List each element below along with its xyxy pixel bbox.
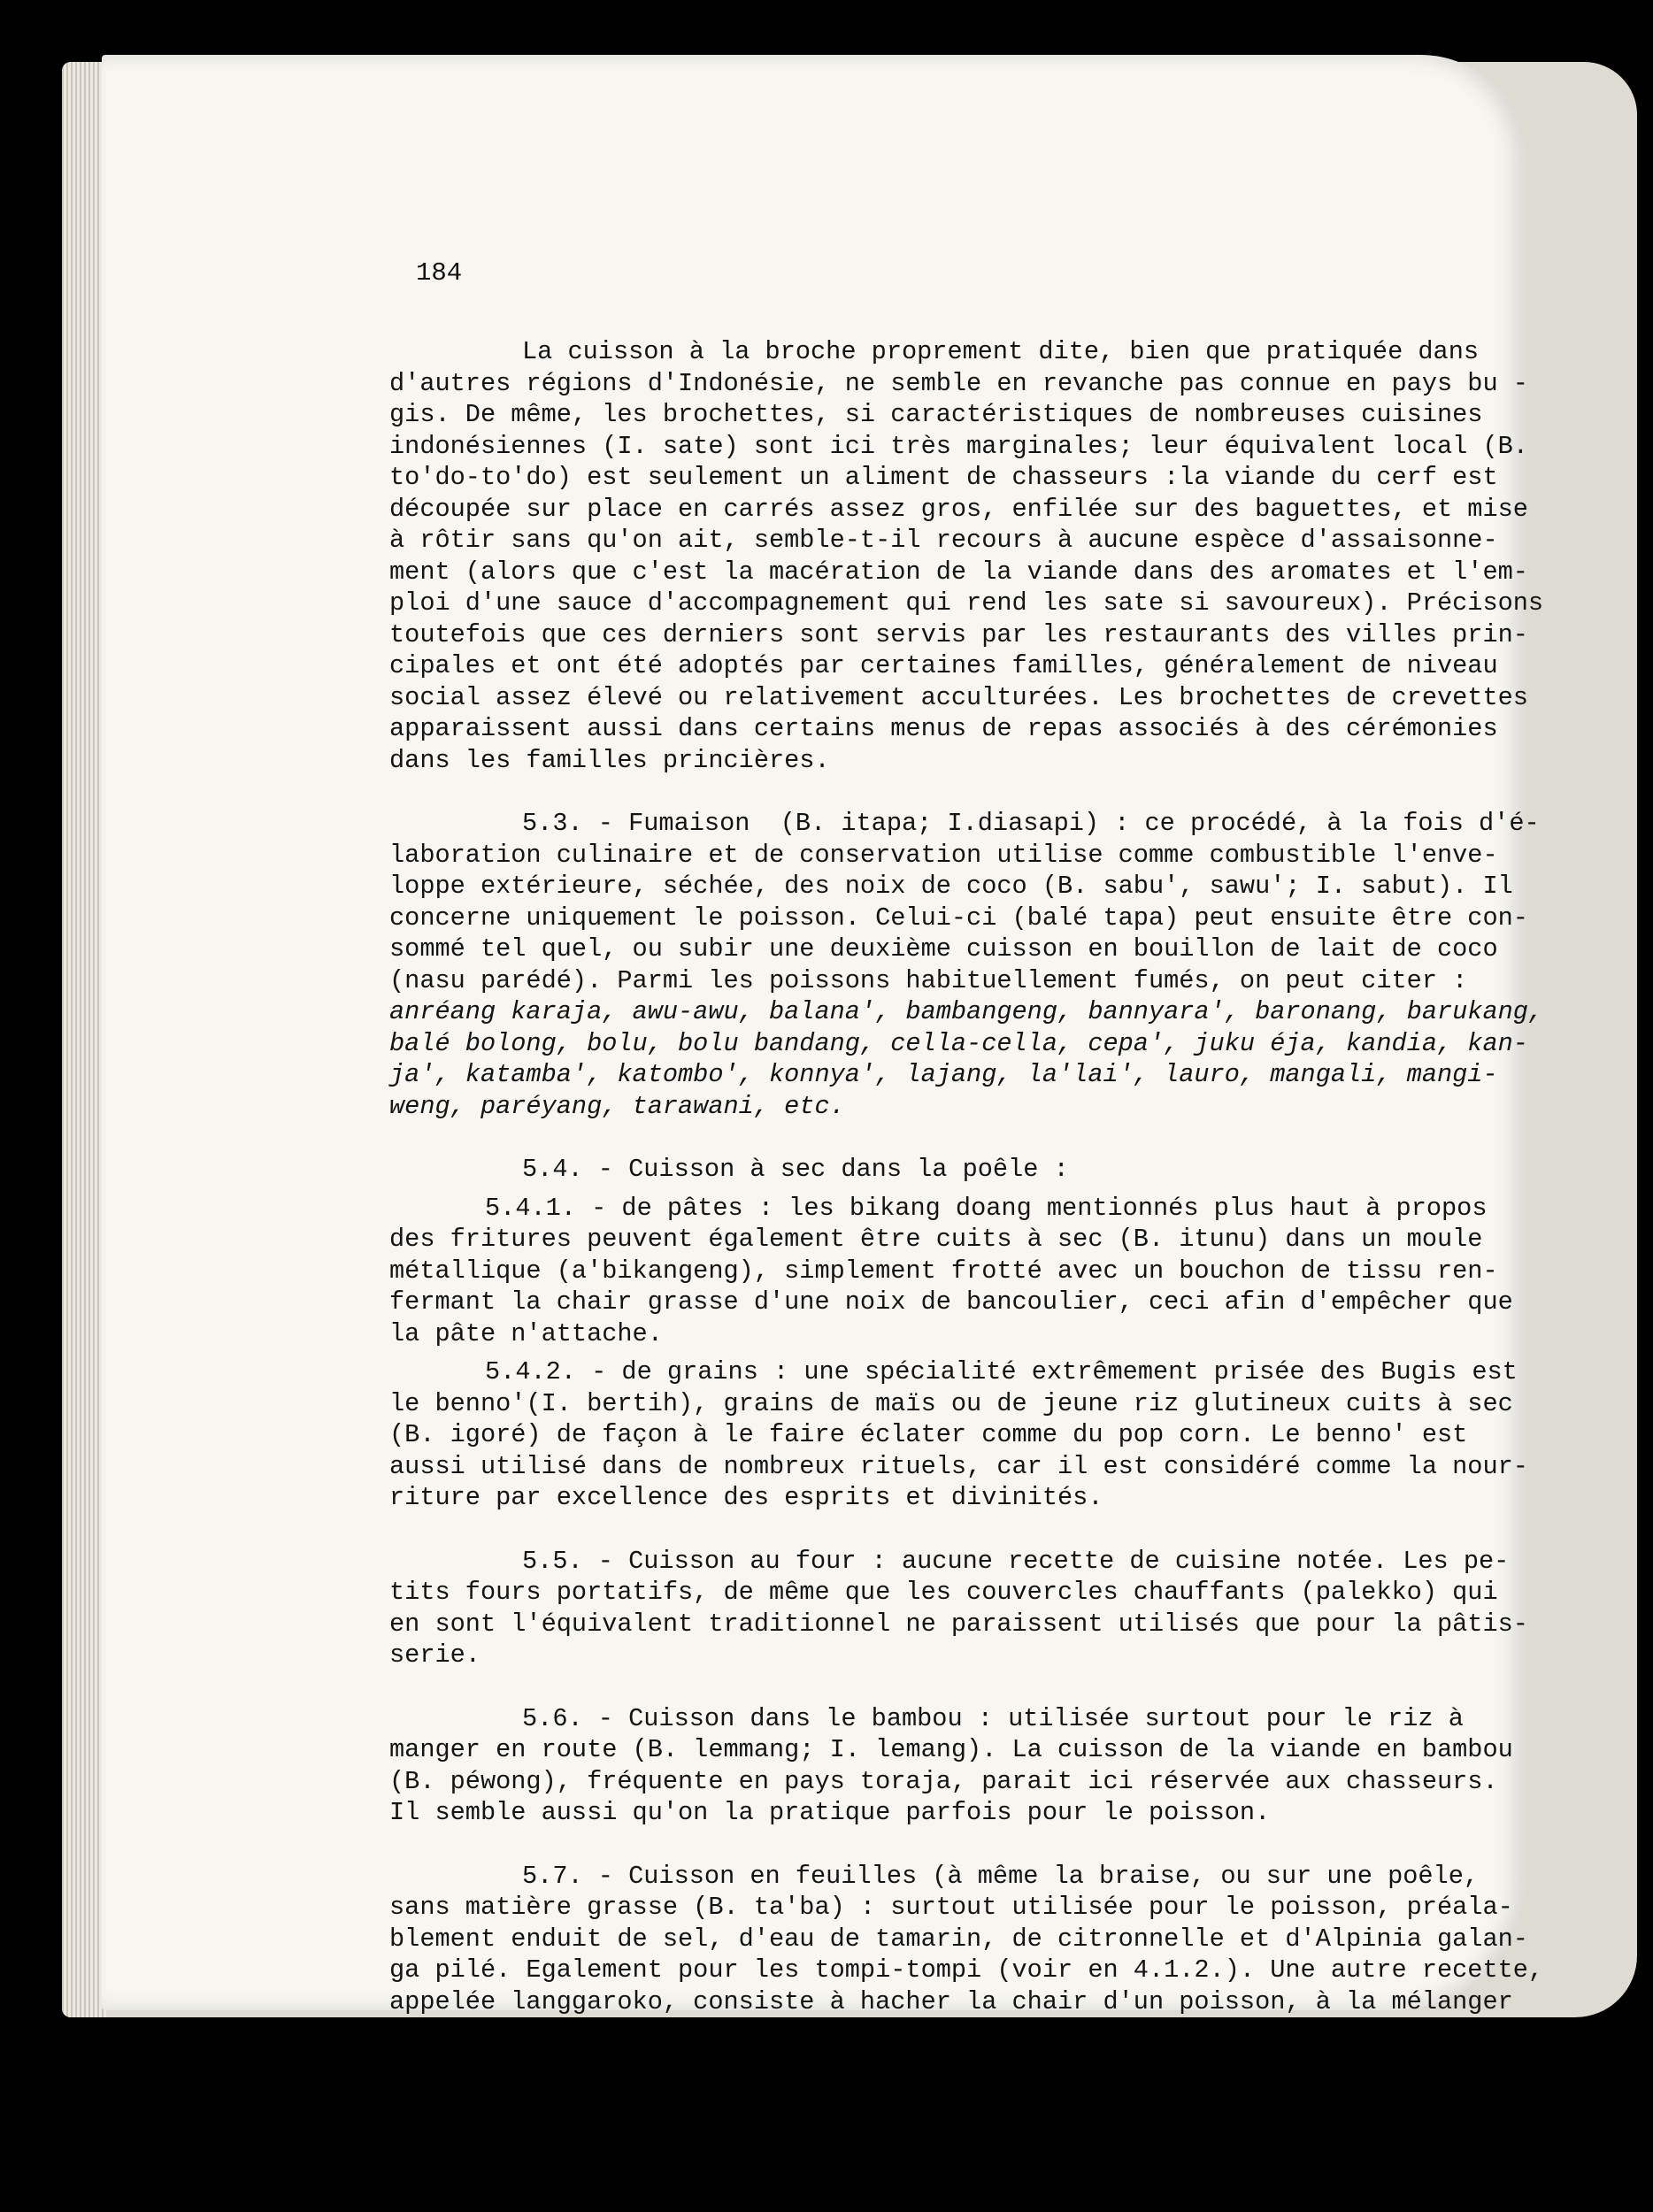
- text-line: ploi d'une sauce d'accompagnement qui rend les sate si savoureux). Précisons: [389, 588, 1544, 618]
- text-line: en sont l'équivalent traditionnel ne paraissent utilisés que pour la pâtis-: [389, 1609, 1528, 1639]
- section-heading-line: 5.4.1. - de pâtes : les bikang doang mentionnés plus haut à propos: [485, 1193, 1488, 1223]
- text-line: appelée langgaroko, consiste à hacher la chair d'un poisson, à la mélanger: [389, 1986, 1513, 2016]
- text-line: (nasu parédé). Parmi les poissons habituellement fumés, on peut citer :: [389, 965, 1468, 995]
- text-line: manger en route (B. lemmang; I. lemang). La cuisson de la viande en bambou: [389, 1735, 1513, 1764]
- text-line: sommé tel quel, ou subir une deuxième cuisson en bouillon de lait de coco: [389, 934, 1498, 964]
- text-line: ment (alors que c'est la macération de la viande dans des aromates et l'em-: [389, 557, 1528, 587]
- section-heading-line: 5.6. - Cuisson dans le bambou : utilisée surtout pour le riz à: [522, 1703, 1464, 1733]
- text-line: ga pilé. Egalement pour les tompi-tompi (voir en 4.1.2.). Une autre recette,: [389, 1955, 1544, 1985]
- text-line: fermant la chair grasse d'une noix de bancoulier, ceci afin d'empêcher que: [389, 1287, 1513, 1317]
- text-line: gis. De même, les brochettes, si caractéristiques de nombreuses cuisines: [389, 400, 1483, 429]
- text-line: concerne uniquement le poisson. Celui-ci (balé tapa) peut ensuite être con-: [389, 902, 1528, 933]
- text-line: to'do-to'do) est seulement un aliment de chasseurs :la viande du cerf est: [389, 463, 1498, 492]
- section-heading-line: 5.4. - Cuisson à sec dans la poêle :: [522, 1155, 1069, 1184]
- text-line: ja', katamba', katombo', konnya', lajang, la'lai', lauro, mangali, mangi-: [389, 1060, 1498, 1089]
- paragraph-broche: [389, 336, 1487, 368]
- section-5-4-1-pates: [389, 1193, 1513, 1350]
- text-line: anréang karaja, awu-awu, balana', bambangeng, bannyara', baronang, barukang,: [389, 997, 1544, 1026]
- page-edges: [62, 62, 106, 2017]
- text-line: d'autres régions d'Indonésie, ne semble en revanche pas connue en pays bu -: [389, 368, 1528, 398]
- text-line: blement enduit de sel, d'eau de tamarin, de citronnelle et d'Alpinia galan-: [389, 1924, 1528, 1954]
- section-5-4-2-grains: [389, 1356, 1528, 1514]
- section-heading-line: 5.7. - Cuisson en feuilles (à même la braise, ou sur une poêle,: [522, 1861, 1480, 1891]
- paragraph-broche-cont: [389, 368, 1544, 777]
- text-line: social assez élevé ou relativement acculturées. Les brochettes de crevettes: [389, 682, 1528, 712]
- text-line: apparaissent aussi dans certains menus de repas associés à des cérémonies: [389, 714, 1498, 743]
- text-line: laboration culinaire et de conservation utilise comme combustible l'enve-: [389, 840, 1498, 870]
- page-number: 184: [416, 258, 463, 288]
- text-line: (B. igoré) de façon à le faire éclater comme du pop corn. Le benno' est: [389, 1420, 1468, 1449]
- page-body: [389, 336, 1544, 2017]
- text-line: tits fours portatifs, de même que les couvercles chauffants (palekko) qui: [389, 1578, 1498, 1607]
- text-line: des fritures peuvent également être cuits à sec (B. itunu) dans un moule: [389, 1225, 1483, 1254]
- text-line: weng, paréyang, tarawani, etc.: [389, 1091, 845, 1121]
- text-line: à rôtir sans qu'on ait, semble-t-il recours à aucune espèce d'assaisonne-: [389, 526, 1498, 555]
- text-line: La cuisson à la broche proprement dite, bien que pratiquée dans: [522, 337, 1480, 366]
- text-line: balé bolong, bolu, bolu bandang, cella-cella, cepa', juku éja, kandia, kan-: [389, 1028, 1528, 1058]
- text-line: riture par excellence des esprits et divinités.: [389, 1483, 1103, 1512]
- text-line: métallique (a'bikangeng), simplement frotté avec un bouchon de tissu ren-: [389, 1256, 1498, 1286]
- text-line: cipales et ont été adoptés par certaines familles, généralement de niveau: [389, 651, 1498, 680]
- text-line: sans matière grasse (B. ta'ba) : surtout utilisée pour le poisson, préala-: [389, 1893, 1513, 1922]
- text-line: toutefois que ces derniers sont servis par les restaurants des villes prin-: [389, 619, 1528, 649]
- section-heading-line: 5.3. - Fumaison (B. itapa; I.diasapi) : ce procédé, à la fois d'é-: [522, 809, 1540, 838]
- text-line: (B. péwong), fréquente en pays toraja, parait ici réservée aux chasseurs.: [389, 1766, 1498, 1796]
- text-line: indonésiennes (I. sate) sont ici très marginales; leur équivalent local (B.: [389, 431, 1528, 461]
- text-line: découpée sur place en carrés assez gros, enfilée sur des baguettes, et mise: [389, 494, 1528, 524]
- text-line: la pâte n'attache.: [389, 1318, 663, 1348]
- section-5-4-heading: [389, 1154, 1487, 1186]
- text-line: serie.: [389, 1640, 481, 1670]
- section-5-3-fumaison: [389, 808, 1544, 1122]
- section-5-6-bambou: [389, 1703, 1513, 1829]
- text-line: le benno'(I. bertih), grains de maïs ou de jeune riz glutineux cuits à sec: [389, 1388, 1513, 1418]
- text-line: dans les familles princières.: [389, 745, 830, 775]
- text-line: aussi utilisé dans de nombreux rituels, car il est considéré comme la nour-: [389, 1451, 1528, 1481]
- section-heading-line: 5.4.2. - de grains : une spécialité extrêmement prisée des Bugis est: [485, 1357, 1518, 1386]
- section-5-7-feuilles: [389, 1861, 1544, 2018]
- text-line: Il semble aussi qu'on la pratique parfois pour le poisson.: [389, 1798, 1271, 1827]
- section-5-5-four: [389, 1546, 1528, 1671]
- text-line: loppe extérieure, séchée, des noix de coco (B. sabu', sawu'; I. sabut). Il: [389, 872, 1513, 901]
- section-heading-line: 5.5. - Cuisson au four : aucune recette de cuisine notée. Les pe-: [522, 1546, 1510, 1576]
